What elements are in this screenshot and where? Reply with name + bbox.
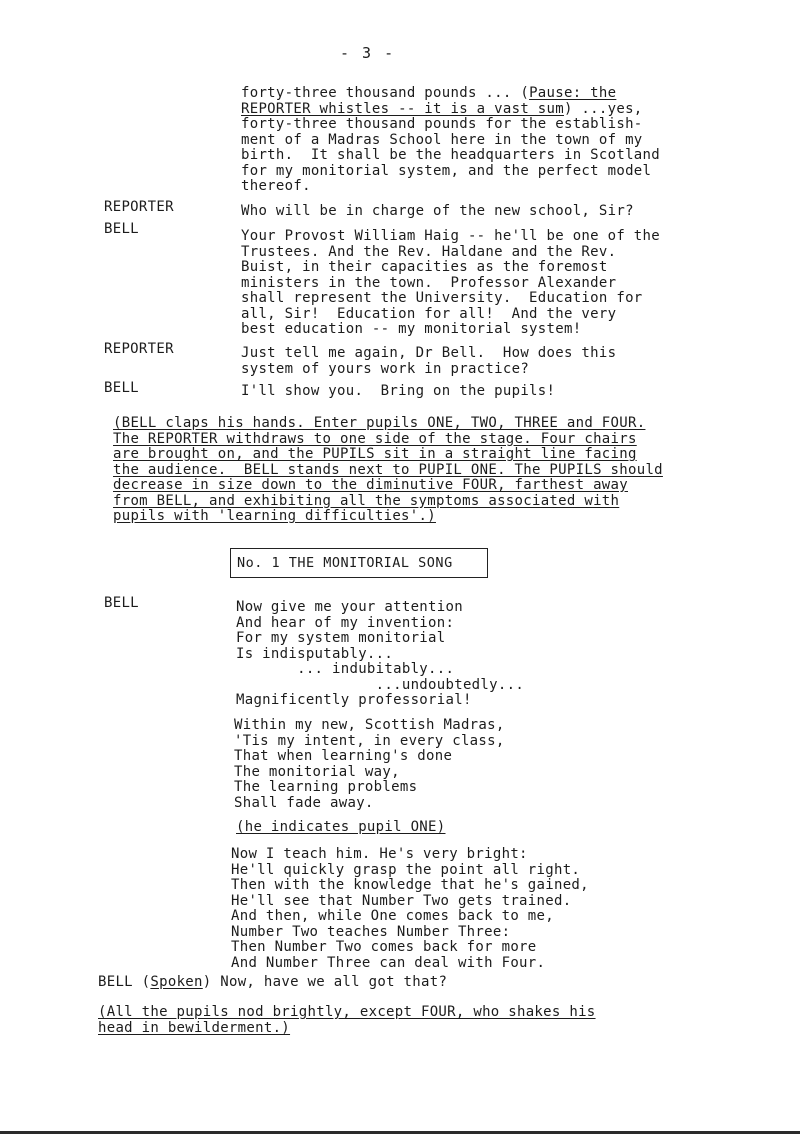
speech-text: ) ...yes, forty-three thousand pounds for the establish- ment of a Madras School here in the town of my birth. It shall be the headquarters in Scotland for my monitorial system, and the perfect model thereof.: [241, 100, 660, 194]
song-title-box: [230, 548, 488, 578]
speaker-label: REPORTER: [104, 341, 174, 357]
speech-text: forty-three thousand pounds ... (: [241, 85, 530, 101]
speaker-label: REPORTER: [104, 199, 174, 215]
spoken-direction: Spoken: [150, 974, 203, 990]
dialogue-line: I'll show you. Bring on the pupils!: [241, 383, 556, 399]
page-number: - 3 -: [340, 44, 396, 62]
song-stage-direction: (he indicates pupil ONE): [236, 819, 446, 835]
dialogue-line: Your Provost William Haig -- he'll be one of the Trustees. And the Rev. Haldane and the Rev. Buist, in their capacities as the foremost ministers in the town. Professor Alexander shall represent the University. Education for all, Sir! Education for all! And the very best education -- my monitorial system!: [241, 228, 660, 337]
stage-direction: (BELL claps his hands. Enter pupils ONE, TWO, THREE and FOUR. The REPORTER withdraws to one side of the stage. Four chairs are brought on, and the PUPILS sit in a straight line facing the audience. BELL stands next to PUPIL ONE. The PUPILS should decrease in size down to the diminutive FOUR, farthest away from BELL, and exhibiting all the symptoms associated with pupils with 'learning difficulties'.): [113, 415, 663, 524]
page-bottom-edge: [0, 1131, 800, 1134]
speaker-label: BELL: [104, 221, 139, 237]
dialogue-line: Just tell me again, Dr Bell. How does this system of yours work in practice?: [241, 345, 617, 377]
speaker-label: BELL: [104, 595, 139, 611]
stage-direction-inline: Pause: the REPORTER whistles -- it is a vast sum: [241, 85, 617, 117]
speaker-label: BELL: [98, 974, 133, 990]
song-verse: Now give me your attention And hear of my invention: For my system monitorial Is indisputably... ... indubitably... ...undoubtedly... Magnificently professorial!: [236, 599, 525, 708]
speaker-label: BELL: [104, 380, 139, 396]
song-title: No. 1 THE MONITORIAL SONG: [237, 555, 453, 571]
song-verse: Now I teach him. He's very bright: He'll quickly grasp the point all right. Then with the knowledge that he's gained, He'll see that Number Two gets trained. And then, while One comes back to me, Number Two teaches Number Three: Then Number Two comes back for more And Number Three can deal with Four.: [231, 846, 589, 971]
stage-direction: (All the pupils nod brightly, except FOUR, who shakes his head in bewilderment.): [98, 1004, 596, 1036]
spoken-line: BELL (Spoken) Now, have we all got that?: [98, 974, 448, 990]
spoken-text: Now, have we all got that?: [220, 974, 448, 990]
dialogue-line: Who will be in charge of the new school, Sir?: [241, 203, 634, 219]
bell-speech-continued: [241, 86, 660, 195]
song-verse: Within my new, Scottish Madras, 'Tis my intent, in every class, That when learning's done The monitorial way, The learning problems Shall fade away.: [234, 717, 505, 811]
